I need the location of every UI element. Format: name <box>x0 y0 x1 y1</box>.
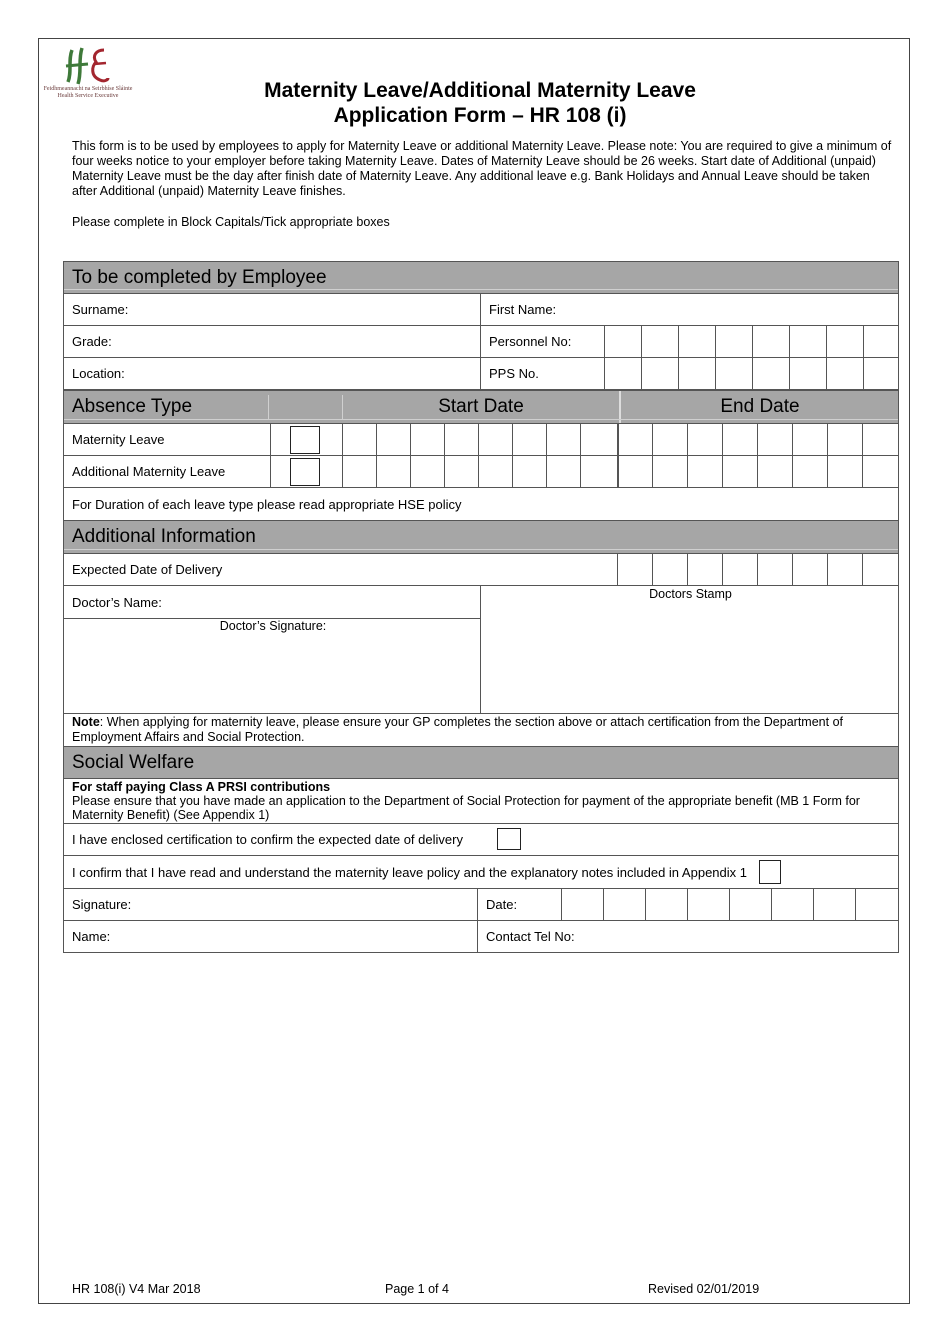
footer-page-number: Page 1 of 4 <box>385 1282 449 1296</box>
section-header-absence <box>63 390 899 424</box>
maternity-leave-checkbox[interactable] <box>290 426 320 454</box>
date-digit-box[interactable] <box>546 455 581 488</box>
digit-box[interactable] <box>715 357 753 390</box>
date-digit-box[interactable] <box>478 455 513 488</box>
date-digit-box[interactable] <box>617 553 653 586</box>
expected-delivery-label-cell <box>63 553 618 586</box>
digit-box[interactable] <box>863 357 899 390</box>
date-digit-box[interactable] <box>757 553 793 586</box>
digit-box[interactable] <box>789 325 827 358</box>
note-bold: Note <box>72 715 100 729</box>
additional-leave-dates[interactable] <box>342 455 899 488</box>
date-digit-box[interactable] <box>687 423 723 456</box>
enclosed-cert-label: I have enclosed certification to confirm the expected date of delivery <box>72 832 463 847</box>
date-label-cell <box>477 888 562 921</box>
intro-paragraph: This form is to be used by employees to apply for Maternity Leave or additional Maternity Leave. Please note: You are required to give a minimum of four weeks notice to your employer before taking Maternity Leave. Dates of Maternity Leave should be 26 weeks. Start date of Additional (unpaid) Maternity Leave must be the day after finish date of Maternity Leave. Any additional leave e.g. Bank Holidays and Annual Leave should be taken after Additional (unpaid) Maternity Leave finishes. <box>72 139 892 198</box>
footer-form-code: HR 108(i) V4 Mar 2018 <box>72 1282 201 1296</box>
date-digit-box[interactable] <box>792 423 828 456</box>
date-digit-box[interactable] <box>862 455 899 488</box>
date-digit-box[interactable] <box>580 455 618 488</box>
doctors-stamp-area[interactable] <box>480 585 899 714</box>
date-digit-box[interactable] <box>687 888 730 921</box>
date-digit-box[interactable] <box>862 553 899 586</box>
signature-label: Signature: <box>72 897 132 912</box>
date-digit-box[interactable] <box>771 888 814 921</box>
maternity-leave-label-cell <box>63 423 271 456</box>
additional-leave-checkbox[interactable] <box>290 458 320 486</box>
date-digit-box[interactable] <box>722 455 758 488</box>
confirm-policy-checkbox[interactable] <box>759 860 781 884</box>
signature-field[interactable] <box>63 888 478 921</box>
title-line-1: Maternity Leave/Additional Maternity Leave <box>264 79 696 102</box>
name-field[interactable] <box>63 920 478 953</box>
doctor-name-label: Doctor’s Name: <box>72 594 162 610</box>
welfare-header-label: Social Welfare <box>72 751 195 773</box>
contact-tel-label: Contact Tel No: <box>486 929 575 944</box>
footer-revised-date: Revised 02/01/2019 <box>648 1282 760 1296</box>
digit-box[interactable] <box>826 357 864 390</box>
logo-subtitle-english: Health Service Executive <box>57 93 119 99</box>
doctors-stamp-label: Doctors Stamp <box>649 587 732 601</box>
location-field[interactable] <box>63 357 481 390</box>
digit-box[interactable] <box>826 325 864 358</box>
additional-leave-label-cell <box>63 455 271 488</box>
absence-type-label: Absence Type <box>72 396 193 417</box>
date-digit-box[interactable] <box>342 455 377 488</box>
date-digit-box[interactable] <box>757 455 793 488</box>
confirm-policy-label: I confirm that I have read and understand the maternity leave policy and the explanatory notes included in Appendix 1 <box>72 864 747 880</box>
digit-box[interactable] <box>678 357 716 390</box>
digit-box[interactable] <box>641 357 679 390</box>
date-digit-box[interactable] <box>580 423 618 456</box>
date-digit-box[interactable] <box>757 423 793 456</box>
form-title <box>140 78 820 128</box>
digit-box[interactable] <box>752 357 790 390</box>
date-digit-box[interactable] <box>645 888 688 921</box>
title-line-2: Application Form – HR 108 (i) <box>333 104 627 127</box>
name-label: Name: <box>72 929 111 944</box>
first-name-label: First Name: <box>489 302 557 317</box>
date-digit-box[interactable] <box>342 423 377 456</box>
end-date-label: End Date <box>720 396 800 417</box>
duration-note: For Duration of each leave type please read appropriate HSE policy <box>72 496 462 512</box>
digit-box[interactable] <box>604 357 642 390</box>
date-digit-box[interactable] <box>827 553 863 586</box>
personnel-no-label: Personnel No: <box>489 334 572 349</box>
additional-leave-label: Additional Maternity Leave <box>72 464 226 479</box>
logo-subtitle-irish: Feidhmeannacht na Seirbhíse Sláinte <box>43 86 133 92</box>
doctor-signature-label: Doctor’s Signature: <box>219 619 327 633</box>
welfare-text: Please ensure that you have made an application to the Department of Social Protection for payment of the appropriate benefit (MB 1 Form for Maternity Benefit) (See Appendix 1) <box>72 794 860 822</box>
gp-note <box>63 713 899 747</box>
digit-box[interactable] <box>604 325 642 358</box>
digit-box[interactable] <box>789 357 827 390</box>
note-text: : When applying for maternity leave, please ensure your GP completes the section above or attach certification from the Department of Employment Affairs and Social Protection. <box>72 715 843 744</box>
header-divider <box>268 395 270 419</box>
surname-field[interactable] <box>63 293 481 326</box>
date-digit-box[interactable] <box>792 553 828 586</box>
date-digit-box[interactable] <box>603 888 646 921</box>
section-header-employee <box>63 261 899 294</box>
pps-no-boxes[interactable] <box>604 357 899 390</box>
section-header-welfare <box>63 746 899 779</box>
expected-delivery-label: Expected Date of Delivery <box>72 562 223 577</box>
doctor-name-field[interactable] <box>63 585 481 619</box>
date-digit-box[interactable] <box>652 423 688 456</box>
grade-label: Grade: <box>72 334 112 349</box>
maternity-leave-dates[interactable] <box>342 423 899 456</box>
digit-box[interactable] <box>678 325 716 358</box>
digit-box[interactable] <box>863 325 899 358</box>
date-digit-box[interactable] <box>729 888 772 921</box>
date-digit-box[interactable] <box>722 423 758 456</box>
logo-subtitle <box>42 86 134 100</box>
expected-delivery-boxes[interactable] <box>617 553 899 586</box>
date-digit-box[interactable] <box>444 455 479 488</box>
surname-label: Surname: <box>72 302 129 317</box>
duration-note-row <box>63 487 899 521</box>
personnel-no-boxes[interactable] <box>604 325 899 358</box>
instruction-text: Please complete in Block Capitals/Tick appropriate boxes <box>72 215 390 229</box>
section-header-additional <box>63 520 899 554</box>
date-digit-box[interactable] <box>376 455 411 488</box>
date-digit-box[interactable] <box>512 423 547 456</box>
first-name-field[interactable] <box>480 293 899 326</box>
doctor-signature-area[interactable] <box>63 618 481 714</box>
date-digit-box[interactable] <box>792 455 828 488</box>
date-digit-box[interactable] <box>376 423 411 456</box>
date-digit-box[interactable] <box>478 423 513 456</box>
employee-header-label: To be completed by Employee <box>72 266 327 288</box>
pps-no-label: PPS No. <box>489 366 539 381</box>
start-date-label: Start Date <box>438 396 524 417</box>
date-digit-box[interactable] <box>410 455 445 488</box>
date-digit-box[interactable] <box>722 553 758 586</box>
date-digit-box[interactable] <box>652 553 688 586</box>
grade-field[interactable] <box>63 325 481 358</box>
date-digit-box[interactable] <box>687 553 723 586</box>
date-digit-box[interactable] <box>827 423 863 456</box>
maternity-leave-label: Maternity Leave <box>72 432 165 447</box>
date-digit-box[interactable] <box>444 423 479 456</box>
welfare-bold-line: For staff paying Class A PRSI contributions <box>72 780 331 794</box>
enclosed-cert-row <box>63 823 899 856</box>
pps-no-label-cell <box>480 357 605 390</box>
date-label: Date: <box>486 897 518 912</box>
signature-date-boxes[interactable] <box>561 888 899 921</box>
date-digit-box[interactable] <box>813 888 856 921</box>
date-digit-box[interactable] <box>546 423 581 456</box>
additional-header-label: Additional Information <box>72 526 256 547</box>
date-digit-box[interactable] <box>855 888 899 921</box>
digit-box[interactable] <box>641 325 679 358</box>
location-label: Location: <box>72 366 125 381</box>
date-digit-box[interactable] <box>862 423 899 456</box>
personnel-no-label-cell <box>480 325 605 358</box>
date-digit-box[interactable] <box>687 455 723 488</box>
date-digit-box[interactable] <box>561 888 604 921</box>
contact-tel-field[interactable] <box>477 920 899 953</box>
digit-box[interactable] <box>752 325 790 358</box>
date-digit-box[interactable] <box>512 455 547 488</box>
date-digit-box[interactable] <box>617 423 653 456</box>
date-digit-box[interactable] <box>410 423 445 456</box>
date-digit-box[interactable] <box>827 455 863 488</box>
date-digit-box[interactable] <box>617 455 653 488</box>
digit-box[interactable] <box>715 325 753 358</box>
date-digit-box[interactable] <box>652 455 688 488</box>
enclosed-cert-checkbox[interactable] <box>497 828 521 850</box>
welfare-info <box>63 778 899 824</box>
